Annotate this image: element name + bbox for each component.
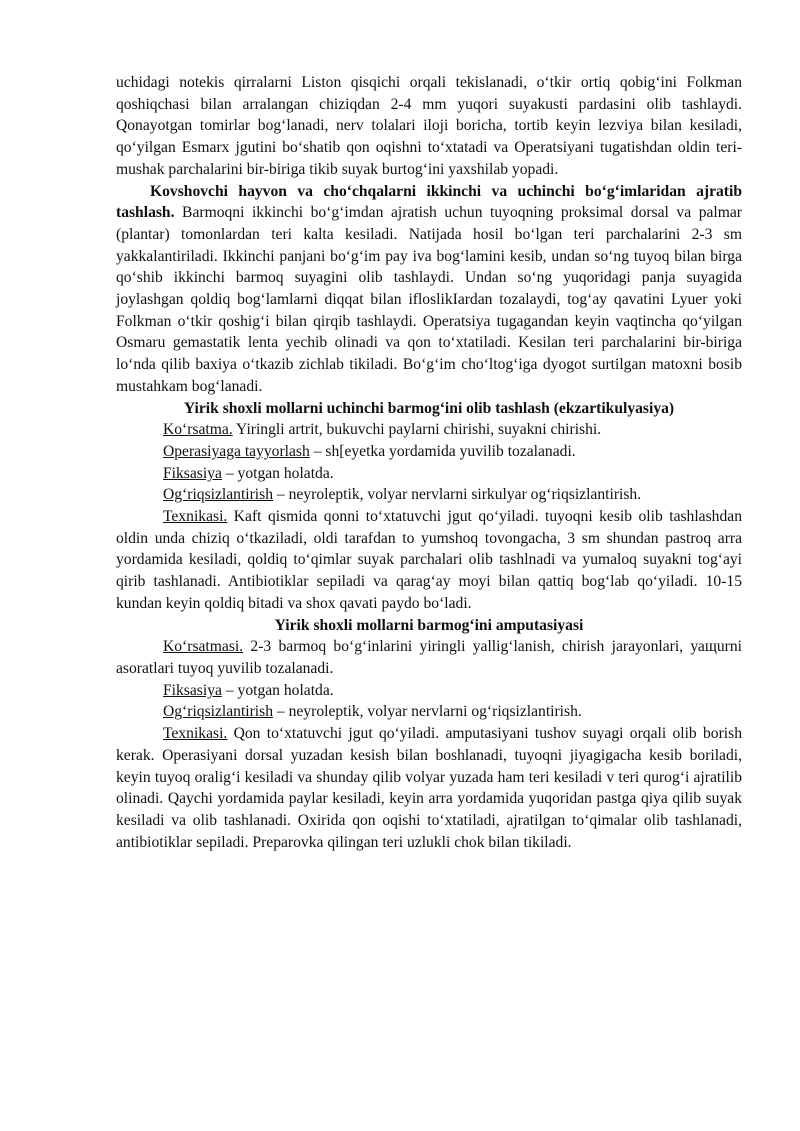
fixation-label: Fiksasiya xyxy=(163,681,222,699)
technique-text: Kaft qismida qonni to‘xtatuvchi jgut qo‘yiladi. tuyoqni kesib olib tashlashdan oldin unda chiziq o‘tkaziladi, oldi tarafdan to yumshoq tovongacha, 3 sm shundan pastroq arra yordamida kesiladi, qoldiq to‘qimlar suyak parchalari olib tashlnadi va yumaloq suyakni tog‘ayi qirib tashlanadi. Antibiotiklar sepiladi va qarag‘ay moyi bilan qattiq bog‘lab qo‘yiladi. 10-15 kundan keyin qoldiq bitadi va shox qavati paydo bo‘ladi. xyxy=(116,508,742,612)
anesthesia-text: – neyroleptik, volyar nervlarni sirkulyar og‘riqsizlantirish. xyxy=(273,486,642,504)
technique-text: Qon to‘xtatuvchi jgut qo‘yiladi. amputasiyani tushov suyagi orqali olib borish kerak. Operasiyani dorsal yuzadan kesish bilan boshlanadi, tuyoqni jiyagigacha kesib boriladi, keyin tuyoq oralig‘i kesiladi va shunday qilib volyar yuzada ham teri kesiladi v teri qurog‘i ajratilib olinadi. Qaychi yordamida paylar kesiladi, keyin arra yordamida yuqoridan pastga qiya qilib suyak kesiladi va olib tashlanadi. Oxirida qon oqishi to‘xtatiladi, ajratilgan to‘qimalar olib tashlanadi, antibiotiklar sepiladi. Preparovka qilingan teri uzlukli chok bilan tikiladi. xyxy=(116,725,742,851)
indication-label: Ko‘rsatma. xyxy=(163,421,233,439)
preparation-label: Operasiyaga tayyorlash xyxy=(163,442,310,460)
anesthesia-label: Og‘riqsizlantirish xyxy=(163,703,274,721)
fixation-label: Fiksasiya xyxy=(163,464,222,482)
section-title-amputation: Yirik shoxli mollarni barmog‘ini amputasiyasi xyxy=(274,616,584,634)
preparation-text: – sh[eyetka yordamida yuvilib tozalanadi. xyxy=(309,442,576,460)
indication-label: Ko‘rsatmasi. xyxy=(163,638,244,656)
exarticulation-fixation xyxy=(116,463,742,485)
anesthesia-text: – neyroleptik, volyar nervlarni og‘riqsizlantirish. xyxy=(273,703,582,721)
section-toe-removal-body: Barmoqni ikkinchi bo‘g‘imdan ajratish uchun tuyoqning proksimal dorsal va palmar (plantar) tomonlardan teri kalta kesiladi. Natijada hosil bo‘lgan teri parchalarini 2-3 sm yakkalantiriladi. Ikkinchi panjani bo‘g‘im pay iva bog‘lamini kesib, undan so‘ng tuyoq bilan birga qo‘shib ikkinchi barmoq suyagini olib tashlaydi. Undan so‘ng yuqoridagi panja suyagida joylashgan qoldiq bog‘lamlarni diqqat bilan ifloslikIardan tozalaydi, tog‘ay qavatini Lyuer yoki Folkman o‘tkir qoshig‘i bilan qirqib tashlaydi. Operatsiya tugagandan keyin vaqtincha qo‘yilgan Osmaru gemastatik lenta yechib olinadi va qon to‘xtatiladi. Kesilan teri parchalarini bir-biriga lo‘nda qilib baxiya o‘tkazib zichlab tikiladi. Bo‘g‘im cho‘ltog‘iga dyogot surtilgan matoxni bosib mustahkam bog‘lanadi. xyxy=(116,204,742,395)
indication-text: Yiringli artrit, bukuvchi paylarni chirishi, suyakni chirishi. xyxy=(232,421,602,439)
exarticulation-indication xyxy=(116,419,742,441)
amputation-fixation xyxy=(116,680,742,702)
exarticulation-technique xyxy=(116,506,742,615)
amputation-anesthesia xyxy=(116,701,742,723)
technique-label: Texnikasi. xyxy=(163,508,228,526)
amputation-indication xyxy=(116,636,742,679)
section-title-toe-removal: Kovshovchi hayvon va cho‘chqalarni ikkinchi va uchinchi bo‘g‘imlaridan ajratib tashlash. xyxy=(116,182,742,222)
fixation-text: – yotgan holatda. xyxy=(221,681,334,699)
section-title-exarticulation: Yirik shoxli mollarni uchinchi barmog‘ini olib tashlash (ekzartikulyasiya) xyxy=(183,399,675,417)
section-toe-removal-paragraph xyxy=(116,181,742,398)
exarticulation-preparation xyxy=(116,441,742,463)
anesthesia-label: Og‘riqsizlantirish xyxy=(163,486,274,504)
exarticulation-anesthesia xyxy=(116,484,742,506)
amputation-technique xyxy=(116,723,742,853)
technique-label: Texnikasi. xyxy=(163,725,228,743)
indication-text: 2-3 barmoq bo‘g‘inlarini yiringli yallig‘lanish, chirish jarayonlari, уащurni asoratlari tuyoq yuvilib tozalanadi. xyxy=(116,638,742,677)
paragraph-continuation: uchidagi notekis qirralarni Liston qisqichi orqali tekislanadi, o‘tkir ortiq qobig‘ini Folkman qoshiqchasi bilan arralangan chiziqdan 2-4 mm yuqori suyakusti pardasini olib tashlaydi. Qonayotgan tomirlar bog‘lanadi, nerv tolalari iloji boricha, tortib keyin lezviya bilan kesiladi, qo‘yilgan Esmarx jgutini bo‘shatib qon oqishni to‘xtatadi va Operatsiyani tugatishdan oldin teri-mushak parchalarini bir-biriga tikib suyak burtog‘ini yaxshilab yopadi. xyxy=(116,74,742,178)
fixation-text: – yotgan holatda. xyxy=(221,464,334,482)
